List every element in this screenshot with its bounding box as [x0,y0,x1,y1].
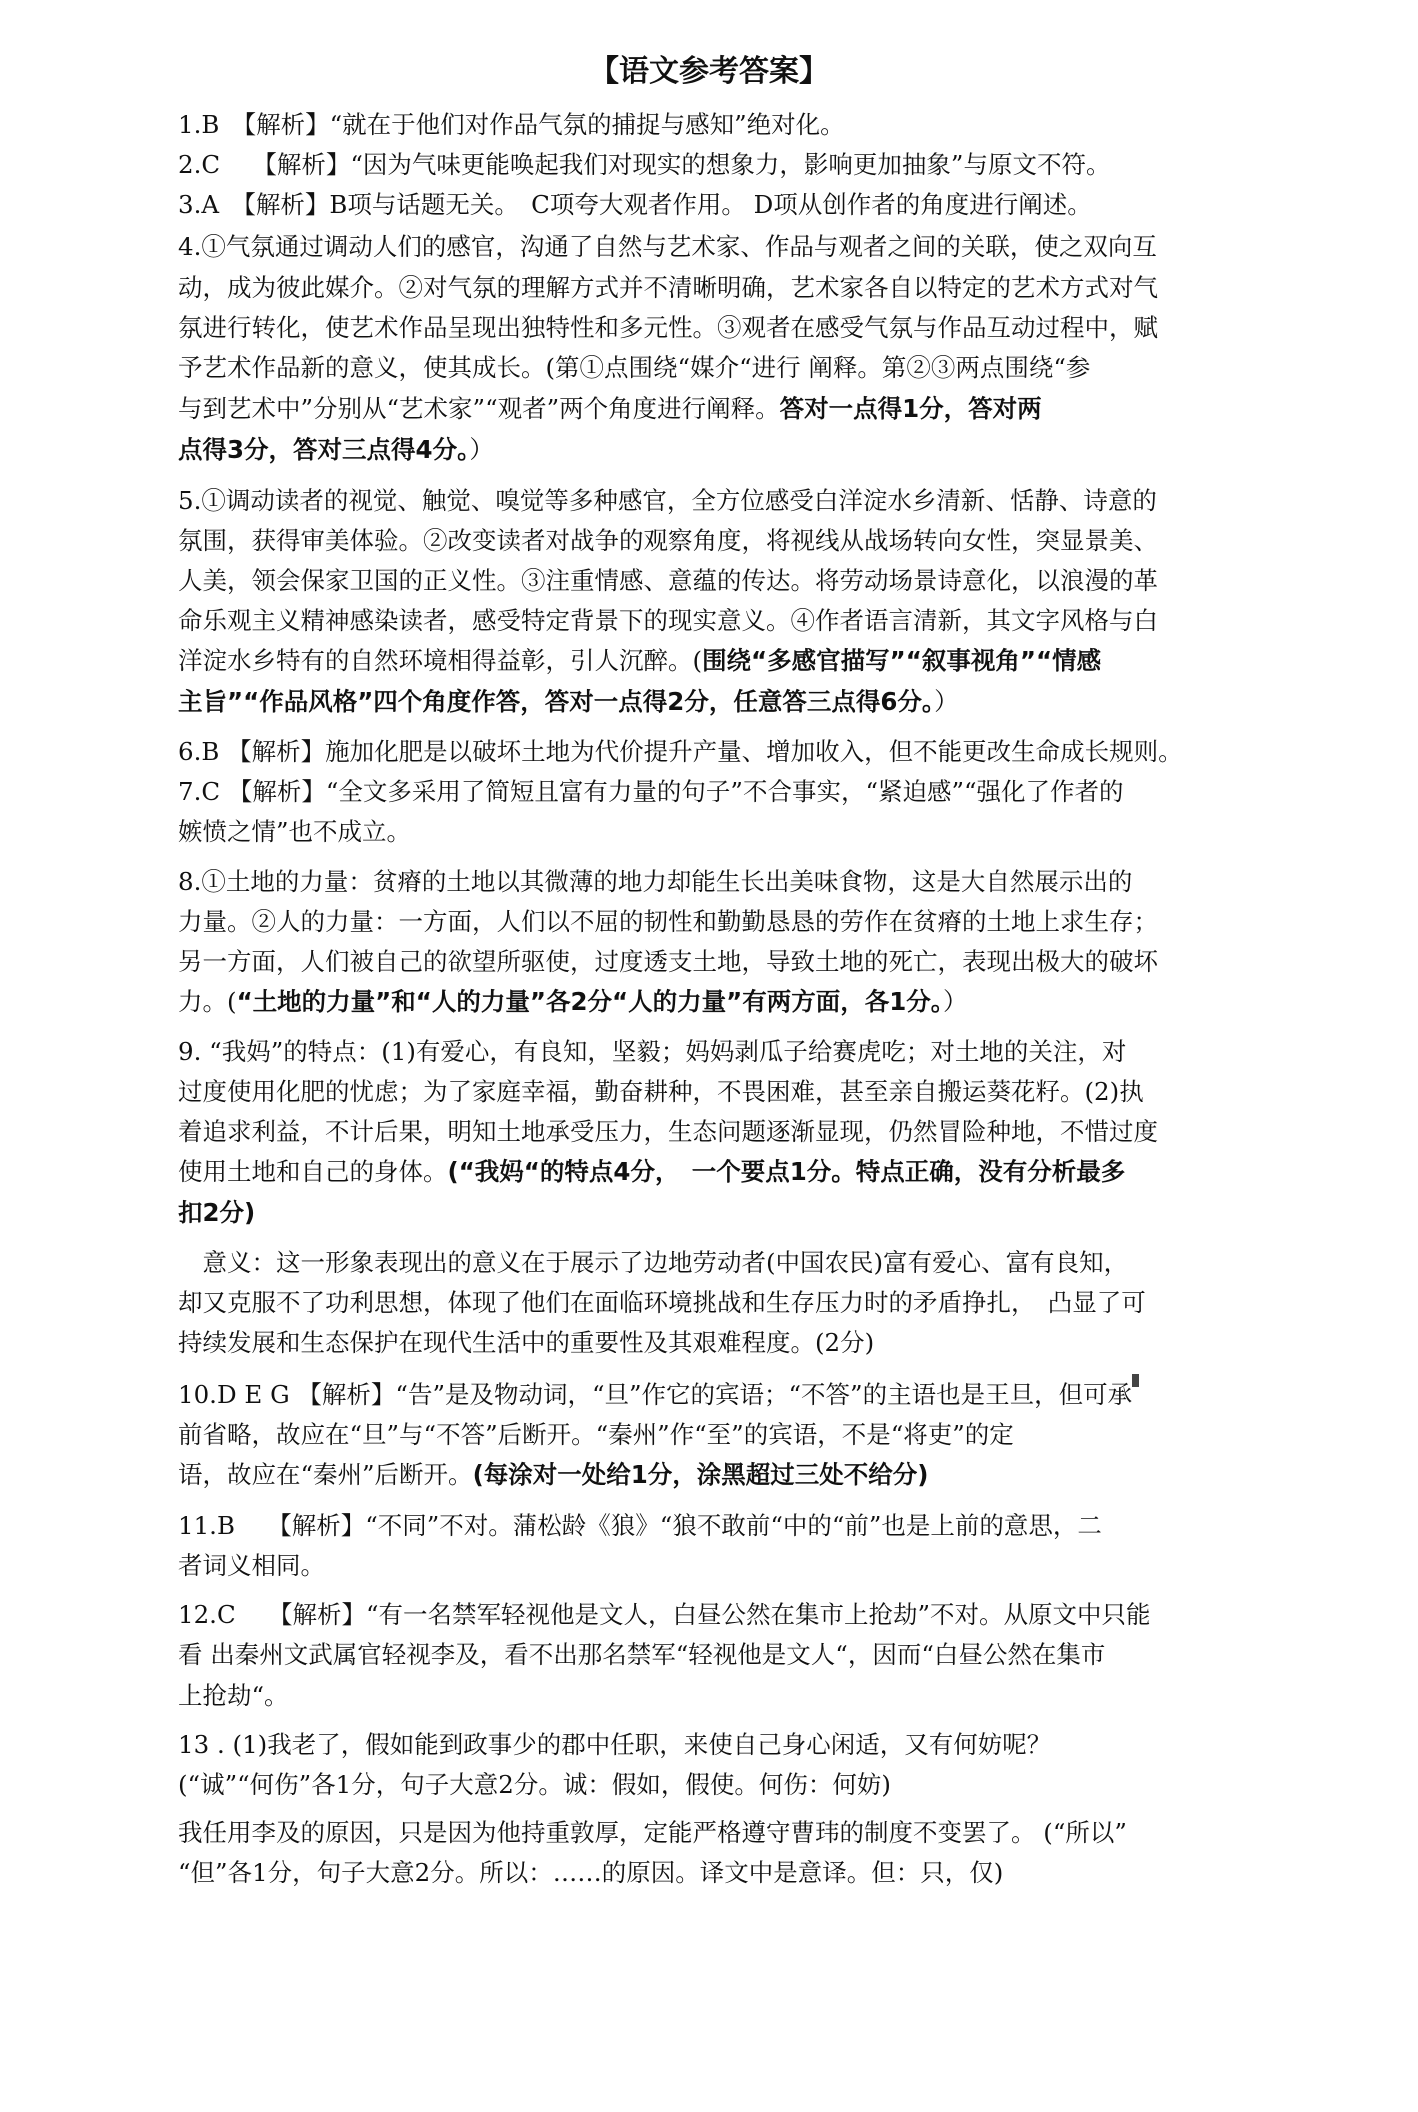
answer-line [178,1037,1348,1067]
line-tail: ） [934,687,959,716]
line-text: 8.①土地的力量：贫瘠的土地以其微薄的地力却能生长出美味食物，这是大自然展示出的 [178,867,1133,896]
answer-line [178,1511,1348,1541]
line-text: “但”各1分，句子大意2分。所以：……的原因。译文中是意译。但：只，仅) [178,1858,1004,1887]
line-text: 6.B 【解析】施加化肥是以破坏土地为代价提升产量、增加收入，但不能更改生命成长规则。 [178,737,1183,766]
line-text: (“诚”“何伤”各1分，句子大意2分。诚：假如，假使。何伤：何妨) [178,1770,891,1799]
line-text: 2.C 【解析】“因为气味更能唤起我们对现实的想象力，影响更加抽象”与原文不符。 [178,150,1111,179]
answer-line [178,737,1348,767]
line-text: 语，故应在“秦州”后断开。 [178,1460,473,1489]
answer-line [178,817,1348,847]
scoring-note: 主旨”“作品风格”四个角度作答，答对一点得2分，任意答三点得6分。 [178,687,935,716]
answer-line [178,232,1348,262]
line-text: 3.A 【解析】B项与话题无关。 C项夸大观者作用。 D项从创作者的角度进行阐述。 [178,190,1092,219]
line-text: 我任用李及的原因，只是因为他持重敦厚，定能严格遵守曹玮的制度不变罢了。 (“所以” [178,1818,1127,1847]
scoring-note: 点得3分，答对三点得4分。 [178,435,470,464]
answer-line [178,1770,1348,1800]
answer-line [178,1681,1348,1711]
line-text: 氛围，获得审美体验。②改变读者对战争的观察角度，将视线从战场转向女性，突显景美、 [178,526,1158,555]
line-text: 看 出秦州文武属官轻视李及，看不出那名禁军“轻视他是文人“，因而“白昼公然在集市 [178,1640,1106,1669]
line-text: 12.C 【解析】“有一名禁军轻视他是文人，白昼公然在集市上抢劫”不对。从原文中只能 [178,1600,1151,1629]
answer-line [178,987,1348,1017]
answer-line [178,1460,1348,1490]
line-text: 上抢劫“。 [178,1681,289,1710]
answer-line [178,526,1348,556]
answer-line [178,486,1348,516]
answer-line [178,1551,1348,1581]
line-text: 4.①气氛通过调动人们的感官，沟通了自然与艺术家、作品与观者之间的关联，使之双向互 [178,232,1157,261]
line-text: 5.①调动读者的视觉、触觉、嗅觉等多种感官，全方位感受白洋淀水乡清新、恬静、诗意的 [178,486,1157,515]
line-text: 动，成为彼此媒介。②对气氛的理解方式并不清晰明确，艺术家各自以特定的艺术方式对气 [178,273,1158,302]
line-text: 前省略，故应在“旦”与“不答”后断开。“秦州”作“至”的宾语，不是“将吏”的定 [178,1420,1014,1449]
line-text: 1.B 【解析】“就在于他们对作品气氛的捕捉与感知”绝对化。 [178,110,845,139]
answer-line [178,1858,1348,1888]
answer-line [178,1198,1348,1228]
line-tail: ） [943,987,968,1016]
line-tail: ） [469,435,494,464]
answer-line [178,394,1348,424]
line-text: 洋淀水乡特有的自然环境相得益彰，引人沉醉。( [178,646,703,675]
page-title: 【语文参考答案】 [589,54,829,89]
answer-line [178,777,1348,807]
answer-line [178,1248,1348,1278]
line-text: 过度使用化肥的忧虑；为了家庭幸福，勤奋耕种，不畏困难，甚至亲自搬运葵花籽。(2)执 [178,1077,1144,1106]
line-text: 11.B 【解析】“不同”不对。蒲松龄《狼》“狼不敢前“中的“前”也是上前的意思，二 [178,1511,1102,1540]
line-text: 者词义相同。 [178,1551,325,1580]
answer-line [178,1117,1348,1147]
answer-line [178,1288,1348,1318]
line-text: 7.C 【解析】“全文多采用了简短且富有力量的句子”不合事实，“紧迫感”“强化了作者的 [178,777,1124,806]
answer-line [178,606,1348,636]
answer-line [178,313,1348,343]
line-text: 力。( [178,987,237,1016]
line-text: 另一方面，人们被自己的欲望所驱使，过度透支土地，导致土地的死亡，表现出极大的破坏 [178,947,1158,976]
scoring-note: 扣2分) [178,1198,256,1227]
line-text: 嫉愤之情”也不成立。 [178,817,412,846]
line-text: 命乐观主义精神感染读者，感受特定背景下的现实意义。④作者语言清新，其文字风格与白 [178,606,1158,635]
line-text: 意义：这一形象表现出的意义在于展示了边地劳动者(中国农民)富有爱心、富有良知， [178,1248,1129,1277]
line-text: 氛进行转化，使艺术作品呈现出独特性和多元性。③观者在感受气氛与作品互动过程中，赋 [178,313,1158,342]
answer-line [178,1818,1348,1848]
scoring-note: (每涂对一处给1分，涂黑超过三处不给分) [472,1460,929,1489]
answer-line [178,273,1348,303]
scoring-note: “土地的力量”和“人的力量”各2分“人的力量”有两方面，各1分。 [236,987,944,1016]
line-text: 10.D E G 【解析】“告”是及物动词，“旦”作它的宾语；“不答”的主语也是王旦，但可承 [178,1380,1133,1409]
line-text: 持续发展和生态保护在现代生活中的重要性及其艰难程度。(2分) [178,1328,875,1357]
scoring-note: 答对一点得1分，答对两 [779,394,1042,423]
line-text: 人美，领会保家卫国的正义性。③注重情感、意蕴的传达。将劳动场景诗意化，以浪漫的革 [178,566,1158,595]
line-text: 着追求利益，不计后果，明知土地承受压力，生态问题逐渐显现，仍然冒险种地，不惜过度 [178,1117,1158,1146]
answer-line [178,687,1348,717]
scoring-note: 围绕“多感官描写”“叙事视角”“情感 [702,646,1102,675]
answer-line [178,1328,1348,1358]
answer-line [178,646,1348,676]
scoring-note: (“我妈“的特点4分， 一个要点1分。特点正确，没有分析最多 [447,1157,1126,1186]
answer-line [178,1640,1348,1670]
answer-line [178,150,1348,180]
answer-line [178,1420,1348,1450]
answer-line [178,566,1348,596]
answer-line [178,907,1348,937]
line-text: 力量。②人的力量：一方面，人们以不屈的韧性和勤勤恳恳的劳作在贫瘠的土地上求生存； [178,907,1158,936]
answer-line [178,110,1348,140]
answer-line [178,867,1348,897]
line-text: 予艺术作品新的意义，使其成长。(第①点围绕“媒介“进行 阐释。第②③两点围绕“参 [178,353,1091,382]
answer-line [178,1077,1348,1107]
answer-line [178,1600,1348,1630]
line-text: 9. “我妈”的特点：(1)有爱心，有良知，坚毅；妈妈剥瓜子给赛虎吃；对土地的关注，对 [178,1037,1127,1066]
scan-mark [1132,1374,1139,1387]
answer-line [178,1380,1348,1410]
answer-line [178,1157,1348,1187]
line-text: 却又克服不了功利思想，体现了他们在面临环境挑战和生存压力时的矛盾挣扎， 凸显了可 [178,1288,1146,1317]
line-text: 13 . (1)我老了，假如能到政事少的郡中任职，来使自己身心闲适，又有何妨呢？ [178,1730,1052,1759]
line-text: 与到艺术中”分别从“艺术家”“观者”两个角度进行阐释。 [178,394,780,423]
answer-line [178,1730,1348,1760]
answer-line [178,353,1348,383]
answer-line [178,947,1348,977]
answer-line [178,435,1348,465]
answer-line [178,190,1348,220]
line-text: 使用土地和自己的身体。 [178,1157,448,1186]
